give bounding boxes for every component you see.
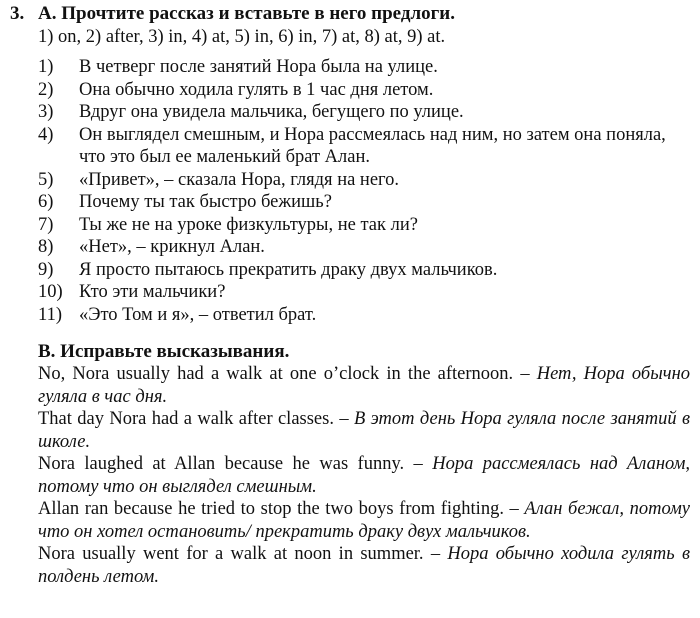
item-text: Кто эти мальчики? [79, 282, 226, 302]
list-item [38, 191, 688, 214]
sentence-list [38, 56, 688, 326]
answer-key: 1) on, 2) after, 3) in, 4) at, 5) in, 6) in, 7) at, 8) at, 9) at. [38, 27, 446, 47]
item-number: 6) [38, 192, 54, 212]
item-text: «Привет», – сказала Нора, глядя на него. [79, 169, 400, 190]
russian-translation: В этот день Нора гуляла после занятий в школе. [38, 409, 690, 452]
list-item [38, 56, 688, 79]
item-text: Ты же не на уроке физкультуры, не так ли? [79, 214, 418, 235]
item-text: «Это Том и я», – ответил брат. [79, 304, 317, 325]
english-statement: No, Nora usually had a walk at one o’clock in the afternoon. – [38, 364, 530, 384]
correction-item [38, 363, 690, 408]
item-text: В четверг после занятий Нора была на улице. [79, 57, 438, 77]
english-statement: Nora usually went for a walk at noon in summer. – [38, 544, 441, 564]
item-number: 1) [38, 57, 54, 77]
exercise-number: 3. [10, 3, 25, 24]
russian-translation: Алан бежал, потому что он хотел остановить/ прекратить драку двух мальчиков. [38, 499, 691, 542]
russian-translation: Нет, Нора обычно гуляла в час дня. [38, 364, 691, 407]
english-statement: That day Nora had a walk after classes. – [38, 409, 349, 429]
list-item [38, 101, 688, 124]
item-number: 7) [38, 214, 54, 235]
list-item [38, 124, 688, 169]
english-statement: Nora laughed at Allan because he was funny. – [38, 454, 423, 474]
item-number: 5) [38, 169, 54, 190]
list-item [38, 236, 688, 259]
english-statement: Allan ran because he tried to stop the two boys from fighting. – [38, 499, 519, 519]
item-text: Я просто пытаюсь прекратить драку двух мальчиков. [79, 259, 498, 280]
correction-item [38, 453, 690, 498]
list-item [38, 169, 688, 192]
correction-item [38, 408, 690, 453]
item-number: 8) [38, 237, 54, 257]
section-a-heading: A. Прочтите рассказ и вставьте в него предлоги. [38, 3, 455, 24]
item-number: 2) [38, 79, 54, 100]
list-item [38, 259, 688, 282]
item-number: 3) [38, 102, 54, 122]
item-number: 9) [38, 259, 54, 280]
item-number: 11) [38, 304, 62, 325]
russian-translation: Нора обычно ходила гулять в полдень летом. [38, 544, 690, 587]
russian-translation: Нора рассмеялась над Аланом, потому что он выглядел смешным. [38, 454, 691, 497]
section-b-heading: B. Исправьте высказывания. [38, 341, 290, 362]
item-text: Он выглядел смешным, и Нора рассмеялась над ним, но затем она поняла, что это был ее маленький брат Алан. [79, 124, 666, 167]
correction-item [38, 543, 690, 588]
correction-item [38, 498, 690, 543]
item-text: Почему ты так быстро бежишь? [79, 192, 332, 212]
list-item [38, 281, 688, 304]
item-number: 10) [38, 282, 63, 302]
list-item [38, 79, 688, 102]
item-number: 4) [38, 124, 54, 145]
list-item [38, 214, 688, 237]
item-text: Вдруг она увидела мальчика, бегущего по улице. [79, 102, 464, 122]
item-text: Она обычно ходила гулять в 1 час дня летом. [79, 79, 434, 100]
item-text: «Нет», – крикнул Алан. [79, 237, 265, 257]
list-item [38, 304, 688, 327]
corrections-block [38, 363, 690, 588]
